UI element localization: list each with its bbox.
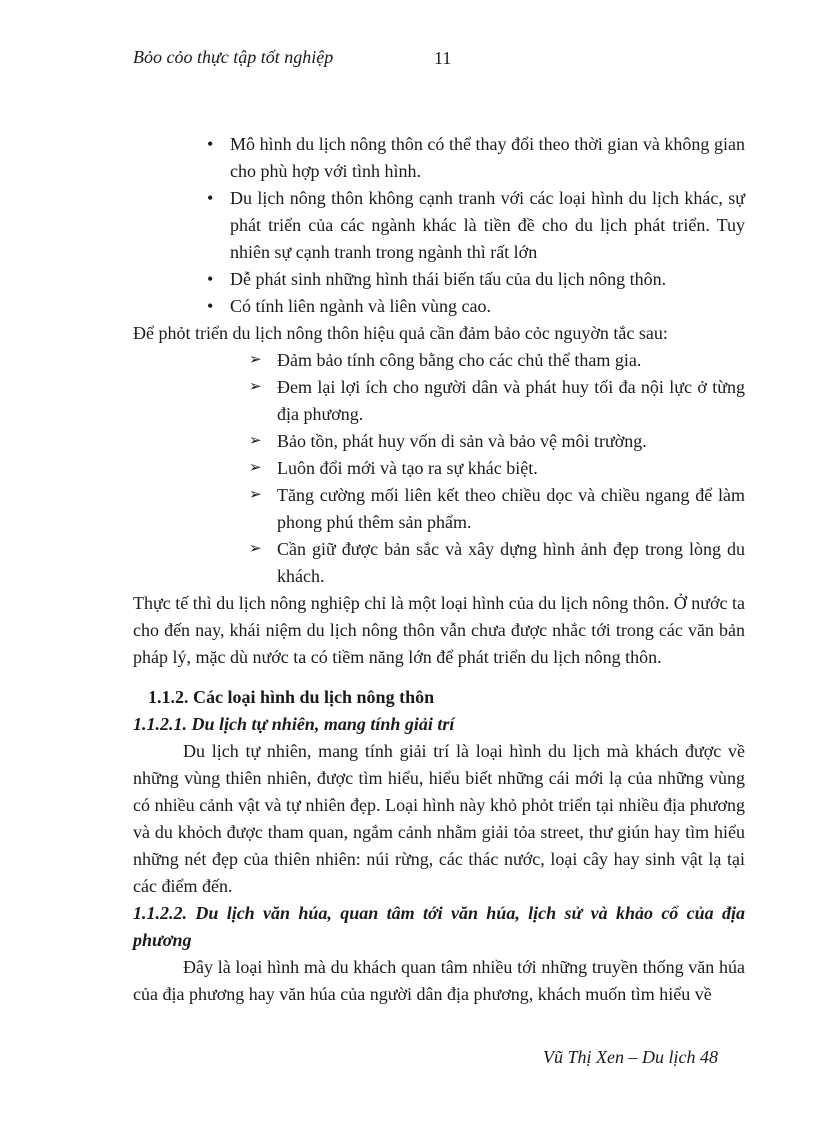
principles-intro: Để phỏt triển du lịch nông thôn hiệu quả cần đảm bảo cỏc nguyờn tắc sau:	[133, 323, 668, 343]
arrow-marker-icon: ➢	[249, 487, 262, 503]
list-item	[133, 131, 745, 185]
list-item-text: Đem lại lợi ích cho người dân và phát huy tối đa nội lực ở từng địa phương.	[277, 377, 745, 424]
list-item-text: Đảm bảo tính công bằng cho các chủ thể tham gia.	[277, 350, 642, 370]
list-item	[133, 536, 745, 590]
arrow-marker-icon: ➢	[249, 541, 262, 557]
bullet-marker-icon: •	[207, 296, 214, 316]
list-item	[133, 482, 745, 536]
page-number: 11	[434, 48, 452, 68]
paragraph-agritourism-note: Thực tế thì du lịch nông nghiệp chỉ là một loại hình của du lịch nông thôn. Ở nước ta cho đến nay, khái niệm du lịch nông thôn vẫn chưa được nhắc tới trong các văn bản pháp lý, mặc dù nước ta có tiềm năng lớn để phát triển du lịch nông thôn.	[133, 593, 745, 667]
list-item-text: Cần giữ được bản sắc và xây dựng hình ảnh đẹp trong lòng du khách.	[277, 539, 745, 586]
list-item-text: Tăng cường mối liên kết theo chiều dọc và chiều ngang để làm phong phú thêm sản phẩm.	[277, 485, 745, 532]
list-item	[133, 185, 745, 266]
list-item-text: Dễ phát sinh những hình thái biến tấu của du lịch nông thôn.	[230, 269, 667, 289]
list-item-text: Có tính liên ngành và liên vùng cao.	[230, 296, 491, 316]
list-item-text: Du lịch nông thôn không cạnh tranh với các loại hình du lịch khác, sự phát triển của các ngành khác là tiền đề cho du lịch phát triển. Tuy nhiên sự cạnh tranh trong ngành thì rất lớn	[230, 188, 745, 262]
characteristics-list	[133, 131, 745, 320]
paragraph-culture-tourism: Đây là loại hình mà du khách quan tâm nhiều tới những truyền thống văn húa của địa phương hay văn húa của người dân địa phương, khách muốn tìm hiểu về	[133, 957, 745, 1004]
bullet-marker-icon: •	[207, 134, 214, 154]
arrow-marker-icon: ➢	[249, 379, 262, 395]
heading-1-1-2: 1.1.2. Các loại hình du lịch nông thôn	[148, 687, 435, 707]
arrow-marker-icon: ➢	[249, 433, 262, 449]
list-item-text: Bảo tồn, phát huy vốn di sản và bảo vệ môi trường.	[277, 431, 647, 451]
arrow-marker-icon: ➢	[249, 460, 262, 476]
list-item	[133, 266, 745, 293]
bullet-marker-icon: •	[207, 269, 214, 289]
paragraph-nature-tourism: Du lịch tự nhiên, mang tính giải trí là loại hình du lịch mà khách được về những vùng thiên nhiên, được tìm hiểu, hiểu biết những cái mới lạ của những vùng có nhiều cảnh vật và tự nhiên đẹp. Loại hình này khỏ phỏt triển tại nhiều địa phương và du khỏch được tham quan, ngắm cảnh nhằm giải tỏa street, thư giún hay tìm hiểu những nét đẹp của thiên nhiên: núi rừng, các thác nước, loại cây hay sinh vật lạ tại các điểm đến.	[133, 741, 745, 896]
report-header-title: Bỏo cỏo thực tập tốt nghiệp	[133, 47, 334, 67]
page-content	[133, 131, 745, 1008]
list-item	[133, 293, 745, 320]
list-item	[133, 428, 745, 455]
footer-author-line: Vũ Thị Xen – Du lịch 48	[543, 1047, 718, 1067]
list-item-text: Luôn đổi mới và tạo ra sự khác biệt.	[277, 458, 538, 478]
heading-1-1-2-2: 1.1.2.2. Du lịch văn húa, quan tâm tới văn húa, lịch sử và khảo cổ của địa phương	[133, 903, 745, 950]
arrow-marker-icon: ➢	[249, 352, 262, 368]
list-item	[133, 455, 745, 482]
list-item	[133, 347, 745, 374]
principles-list	[133, 347, 745, 590]
heading-1-1-2-1: 1.1.2.1. Du lịch tự nhiên, mang tính giải trí	[133, 714, 455, 734]
list-item	[133, 374, 745, 428]
list-item-text: Mô hình du lịch nông thôn có thể thay đổi theo thời gian và không gian cho phù hợp với tình hình.	[230, 134, 745, 181]
bullet-marker-icon: •	[207, 188, 214, 208]
